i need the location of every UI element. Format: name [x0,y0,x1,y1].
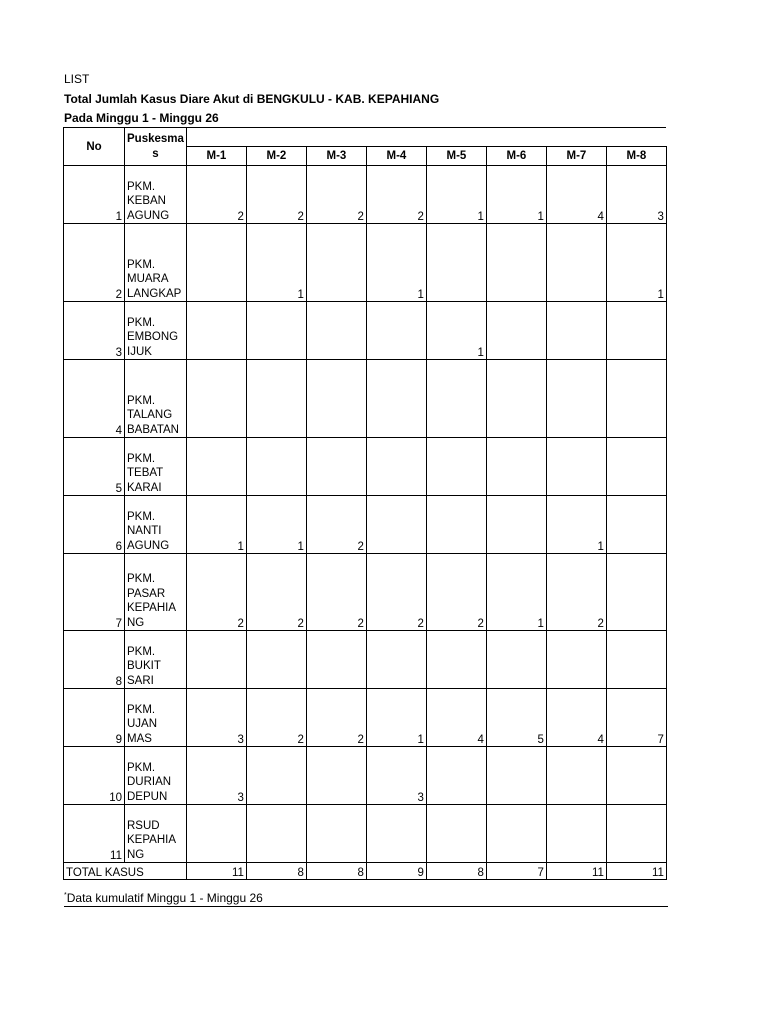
week-value-cell: 2 [546,554,606,631]
total-value-cell: 9 [366,863,426,880]
week-value-cell [606,360,666,438]
week-value-cell: 1 [366,689,426,747]
column-header-week: M-7 [546,147,606,166]
week-value-cell [546,302,606,360]
puskesmas-name [125,554,187,631]
week-value-cell [426,747,486,805]
row-number: 7 [64,554,125,631]
puskesmas-name-line: DEPUN [127,790,168,803]
footnote [64,888,668,907]
puskesmas-name [125,496,187,554]
puskesmas-name-line: EMBONG [127,331,179,343]
week-value-cell: 1 [426,166,486,224]
week-value-cell [426,224,486,302]
column-header-week: M-1 [186,147,246,166]
total-label: TOTAL KASUS [64,863,187,880]
week-value-cell: 2 [186,166,246,224]
puskesmas-name-line: AGUNG [127,539,170,552]
column-header-week: M-3 [306,147,366,166]
cases-table [63,127,667,880]
column-header-puskesmas-line1: Puskesma [127,132,184,145]
week-value-cell: 3 [606,166,666,224]
week-value-cell [546,224,606,302]
week-value-cell [546,360,606,438]
puskesmas-name-line: PKM. [127,510,156,523]
week-value-cell: 3 [186,747,246,805]
week-value-cell: 2 [426,554,486,631]
week-value-cell [306,631,366,689]
week-value-cell: 1 [486,554,546,631]
week-value-cell: 1 [246,496,306,554]
puskesmas-name-line: MUARA [127,273,169,285]
row-number: 5 [64,438,125,496]
week-value-cell: 3 [366,747,426,805]
week-value-cell [606,496,666,554]
puskesmas-name-line: MAS [127,732,152,745]
puskesmas-name-line: PKM. [127,761,156,774]
week-value-cell [546,805,606,863]
column-header-week: M-4 [366,147,426,166]
puskesmas-name-line: PKM. [127,703,156,716]
column-header-week: M-5 [426,147,486,166]
footnote-text: Data kumulatif Minggu 1 - Minggu 26 [66,891,263,905]
puskesmas-name-line: PKM. [127,180,156,193]
table-row [64,438,667,496]
total-row [64,863,667,880]
row-number: 9 [64,689,125,747]
week-value-cell [426,360,486,438]
table-row [64,166,667,224]
puskesmas-name-line: PKM. [127,258,156,271]
column-header-puskesmas [125,128,187,166]
total-value-cell: 11 [606,863,666,880]
week-value-cell [486,631,546,689]
week-value-cell: 2 [306,496,366,554]
total-value-cell: 11 [186,863,246,880]
puskesmas-name [125,631,187,689]
week-value-cell: 1 [246,224,306,302]
row-number: 1 [64,166,125,224]
week-value-cell: 1 [486,166,546,224]
week-value-cell [186,805,246,863]
week-value-cell [606,631,666,689]
week-value-cell [426,805,486,863]
column-header-week: M-8 [606,147,666,166]
puskesmas-name-line: BUKIT [127,660,161,672]
puskesmas-name-line: KEPAHIA [127,834,176,846]
week-value-cell [546,438,606,496]
week-value-cell [606,805,666,863]
week-value-cell [246,631,306,689]
puskesmas-name-line: UJAN [127,718,158,730]
puskesmas-name-line: BABATAN [127,423,179,436]
week-value-cell [606,438,666,496]
footnote-marker: * [64,892,67,899]
week-value-cell [426,631,486,689]
week-value-cell [486,302,546,360]
week-value-cell: 2 [366,554,426,631]
week-value-cell [186,224,246,302]
week-value-cell [186,302,246,360]
week-value-cell: 4 [546,166,606,224]
week-value-cell [246,438,306,496]
puskesmas-name [125,747,187,805]
week-group-header [186,128,666,147]
week-value-cell [186,631,246,689]
week-value-cell [366,805,426,863]
week-value-cell [306,302,366,360]
week-value-cell [426,496,486,554]
puskesmas-name-line: NG [127,616,145,629]
week-value-cell: 2 [306,689,366,747]
week-value-cell [486,496,546,554]
week-value-cell [546,747,606,805]
puskesmas-name-line: TEBAT [127,467,164,479]
week-value-cell: 1 [186,496,246,554]
report-title: Total Jumlah Kasus Diare Akut di BENGKULU - KAB. KEPAHIANG [64,92,440,106]
week-value-cell: 1 [606,224,666,302]
week-value-cell [306,224,366,302]
week-value-cell [306,747,366,805]
week-value-cell [366,496,426,554]
week-value-cell [366,631,426,689]
puskesmas-name-line: PKM. [127,573,156,585]
puskesmas-name-line: SARI [127,674,154,687]
table-row [64,496,667,554]
puskesmas-name-line: DURIAN [127,776,172,788]
week-value-cell [486,747,546,805]
row-number: 11 [64,805,125,863]
week-value-cell [306,805,366,863]
week-value-cell [606,747,666,805]
week-value-cell: 2 [246,166,306,224]
column-header-no: No [64,128,125,166]
puskesmas-name-line: PKM. [127,452,156,465]
week-value-cell: 1 [546,496,606,554]
row-number: 10 [64,747,125,805]
puskesmas-name [125,166,187,224]
week-value-cell: 5 [486,689,546,747]
row-number: 3 [64,302,125,360]
table-body [64,166,667,880]
week-value-cell: 1 [426,302,486,360]
puskesmas-name-line: PKM. [127,645,156,658]
week-value-cell [366,302,426,360]
puskesmas-name [125,360,187,438]
week-value-cell [486,438,546,496]
puskesmas-name [125,224,187,302]
table-row [64,360,667,438]
column-header-week: M-6 [486,147,546,166]
column-header-puskesmas-line2: s [152,147,159,160]
puskesmas-name-line: KARAI [127,481,162,494]
column-header-week: M-2 [246,147,306,166]
table-row [64,747,667,805]
row-number: 6 [64,496,125,554]
week-value-cell: 2 [246,554,306,631]
table-row [64,554,667,631]
puskesmas-name-line: NG [127,848,145,861]
table-row [64,689,667,747]
week-value-cell [486,805,546,863]
puskesmas-name [125,438,187,496]
total-value-cell: 11 [546,863,606,880]
row-number: 2 [64,224,125,302]
total-value-cell: 8 [306,863,366,880]
week-value-cell [186,360,246,438]
week-value-cell [186,438,246,496]
puskesmas-name-line: AGUNG [127,209,170,222]
report-period: Pada Minggu 1 - Minggu 26 [64,111,219,125]
week-value-cell: 4 [546,689,606,747]
puskesmas-name [125,302,187,360]
week-value-cell [486,360,546,438]
puskesmas-name-line: PASAR [127,587,166,600]
week-value-cell [246,805,306,863]
puskesmas-name-line: PKM. [127,394,156,407]
puskesmas-name-line: NANTI [127,525,162,537]
week-value-cell: 2 [306,554,366,631]
week-value-cell [366,438,426,496]
puskesmas-name-line: LANGKAP [127,287,182,300]
table-row [64,302,667,360]
week-value-cell: 2 [246,689,306,747]
puskesmas-name-line: TALANG [127,409,173,421]
week-value-cell: 4 [426,689,486,747]
week-value-cell: 3 [186,689,246,747]
week-value-cell: 1 [366,224,426,302]
total-value-cell: 8 [246,863,306,880]
table-row [64,631,667,689]
week-value-cell [606,302,666,360]
week-value-cell [306,360,366,438]
week-value-cell [246,360,306,438]
puskesmas-name-line: KEBAN [127,195,166,207]
puskesmas-name-line: IJUK [127,345,152,358]
week-value-cell [426,438,486,496]
week-value-cell: 2 [306,166,366,224]
row-number: 8 [64,631,125,689]
week-value-cell [486,224,546,302]
week-value-cell [306,438,366,496]
table-row [64,805,667,863]
week-value-cell: 2 [186,554,246,631]
puskesmas-name [125,805,187,863]
total-value-cell: 7 [486,863,546,880]
puskesmas-name-line: PKM. [127,316,156,329]
puskesmas-name-line: KEPAHIA [127,602,176,614]
week-value-cell: 7 [606,689,666,747]
week-value-cell [606,554,666,631]
week-value-cell [366,360,426,438]
table-row [64,224,667,302]
puskesmas-name-line: RSUD [127,819,160,832]
list-label: LIST [64,72,90,86]
week-value-cell [246,302,306,360]
puskesmas-name [125,689,187,747]
total-value-cell: 8 [426,863,486,880]
week-value-cell [246,747,306,805]
row-number: 4 [64,360,125,438]
week-value-cell [546,631,606,689]
week-value-cell: 2 [366,166,426,224]
